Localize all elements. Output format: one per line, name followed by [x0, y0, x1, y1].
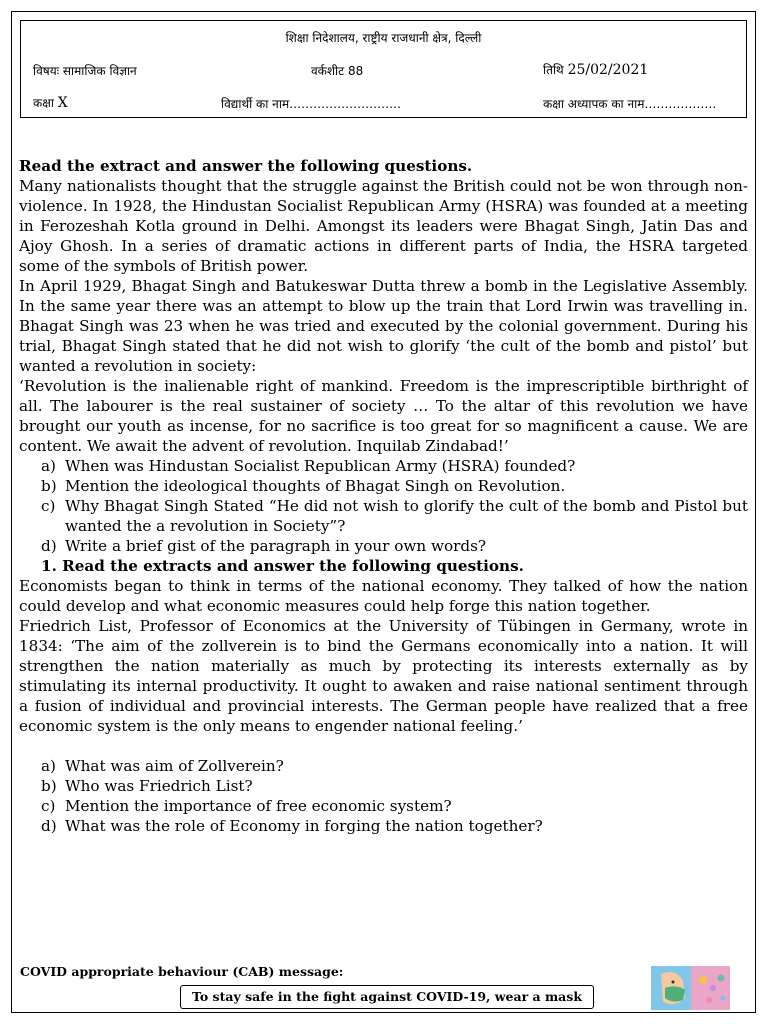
worksheet-content	[19, 156, 748, 836]
date-field	[543, 61, 648, 78]
student-name-field: विद्यार्थी का नाम……………………….	[221, 97, 401, 111]
question-text: Mention the importance of free economic system?	[65, 797, 452, 815]
section2-heading: 1. Read the extracts and answer the following questions.	[41, 557, 524, 575]
question-text: Why Bhagat Singh Stated “He did not wish to glorify the cult of the bomb and Pistol but wanted the a revolution in Society”?	[65, 497, 748, 535]
question-label: d)	[41, 817, 57, 835]
question-label: a)	[41, 757, 56, 775]
section1-heading: Read the extract and answer the following questions.	[19, 157, 473, 175]
question-label: c)	[41, 497, 56, 515]
class-field	[33, 94, 68, 111]
question-label: d)	[41, 537, 57, 555]
worksheet-number: वर्कशीट 88	[311, 64, 364, 78]
question-text: When was Hindustan Socialist Republican Army (HSRA) founded?	[65, 457, 576, 475]
question-text: Who was Friedrich List?	[65, 777, 253, 795]
section1-questions	[19, 456, 748, 556]
section2-paragraph: Economists began to think in terms of the national economy. They talked of how the nation could develop and what economic measures could help forge this nation together.	[19, 577, 748, 615]
class-label: कक्षा	[33, 96, 54, 110]
question-item	[19, 756, 748, 776]
date-label: तिथि	[543, 63, 564, 77]
question-item	[19, 456, 748, 476]
question-text: Mention the ideological thoughts of Bhagat Singh on Revolution.	[65, 477, 566, 495]
section1-paragraph: Many nationalists thought that the struggle against the British could not be won through non-violence. In 1928, the Hindustan Socialist Republican Army (HSRA) was founded at a meeting in Ferozeshah Kotla ground in Delhi. Amongst its leaders were Bhagat Singh, Jatin Das and Ajoy Ghosh. In a series of dramatic actions in different parts of India, the HSRA targeted some of the symbols of British power.	[19, 177, 748, 275]
teacher-name-field: कक्षा अध्यापक का नाम………………	[543, 97, 717, 111]
section1-quote: ‘Revolution is the inalienable right of mankind. Freedom is the imprescriptible birthright of all. The labourer is the real sustainer of society … To the altar of this revolution we have brought our youth as incense, for no sacrifice is too great for so magnificent a cause. We are content. We await the advent of revolution. Inquilab Zindabad!’	[19, 377, 748, 455]
section2-paragraph: Friedrich List, Professor of Economics at the University of Tübingen in Germany, wrote in 1834: ‘The aim of the zollverein is to bind the Germans economically into a nation. It will strengthen the nation materially as much by protecting its interests externally as by stimulating its internal productivity. It ought to awaken and raise national sentiment through a fusion of individual and provincial interests. The German people have realized that a free economic system is the only means to engender national feeling.’	[19, 617, 748, 735]
subject-field: विषयः सामाजिक विज्ञान	[33, 64, 137, 78]
question-item	[19, 536, 748, 556]
spacer	[19, 736, 748, 756]
question-text: What was the role of Economy in forging the nation together?	[65, 817, 543, 835]
cab-message-box: To stay safe in the fight against COVID-19, wear a mask	[180, 985, 594, 1009]
covid-mask-illustration	[651, 966, 730, 1010]
directorate-title: शिक्षा निदेशालय, राष्ट्रीय राजधानी क्षेत्र, दिल्ली	[285, 31, 482, 45]
question-label: b)	[41, 777, 57, 795]
question-item	[19, 476, 748, 496]
section2-questions	[19, 756, 748, 836]
section1-paragraph: In April 1929, Bhagat Singh and Batukeswar Dutta threw a bomb in the Legislative Assembly. In the same year there was an attempt to blow up the train that Lord Irwin was travelling in. Bhagat Singh was 23 when he was tried and executed by the colonial government. During his trial, Bhagat Singh stated that he did not wish to glorify ‘the cult of the bomb and pistol’ but wanted a revolution in society:	[19, 277, 748, 375]
question-text: Write a brief gist of the paragraph in your own words?	[65, 537, 487, 555]
question-item	[19, 816, 748, 836]
question-label: b)	[41, 477, 57, 495]
question-item	[19, 496, 748, 536]
question-label: a)	[41, 457, 56, 475]
date-value: 25/02/2021	[567, 62, 649, 78]
cab-label: COVID appropriate behaviour (CAB) message:	[20, 964, 344, 979]
question-item	[19, 776, 748, 796]
question-text: What was aim of Zollverein?	[65, 757, 284, 775]
question-item	[19, 796, 748, 816]
question-label: c)	[41, 797, 56, 815]
class-value: X	[57, 95, 68, 111]
worksheet-header	[20, 20, 747, 118]
